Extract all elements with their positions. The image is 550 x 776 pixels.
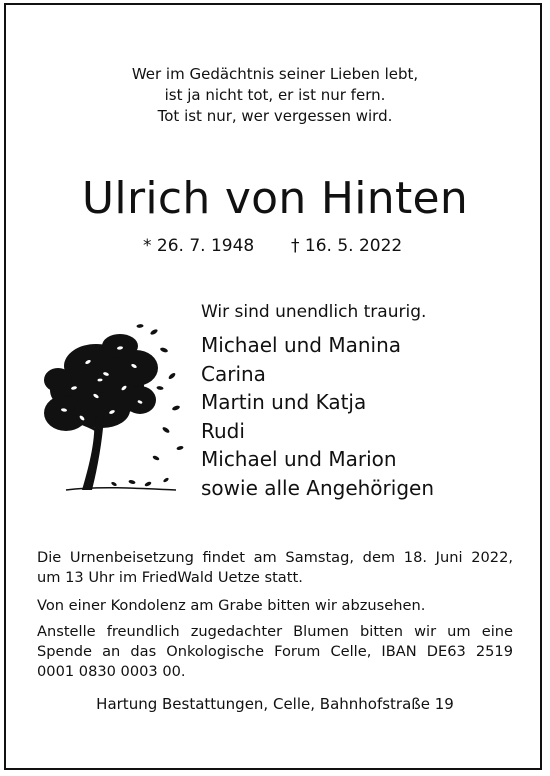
- donation-line: Spende an das Onkologische Forum Celle, IBAN DE63 2519: [37, 643, 513, 660]
- funeral-home: Hartung Bestattungen, Celle, Bahnhofstraße 19: [96, 695, 454, 713]
- windblown-tree-icon: [36, 318, 188, 500]
- burial-line: Die Urnenbeisetzung findet am Samstag, dem 18. Juni 2022,: [37, 549, 513, 566]
- birth-date: * 26. 7. 1948: [143, 236, 255, 256]
- death-date: † 16. 5. 2022: [291, 236, 403, 256]
- donation-request: [37, 622, 513, 682]
- mourner-name: Rudi: [201, 418, 245, 443]
- donation-line: Anstelle freundlich zugedachter Blumen bitten wir um eine: [37, 623, 513, 640]
- mourner-name: Michael und Manina: [201, 333, 402, 357]
- mourners-list: [201, 300, 434, 502]
- mourner-name: Carina: [201, 361, 266, 386]
- memorial-poem: [0, 64, 550, 127]
- mourner-name: Martin und Katja: [201, 390, 367, 414]
- deceased-name: Ulrich von Hinten: [81, 173, 469, 224]
- poem-line: Tot ist nur, wer vergessen wird.: [157, 107, 393, 125]
- mourner-name: Michael und Marion: [201, 447, 397, 471]
- mourner-name: sowie alle Angehörigen: [201, 475, 434, 500]
- poem-line: ist ja nicht tot, er ist nur fern.: [164, 86, 386, 104]
- mourning-statement: Wir sind unendlich traurig.: [201, 302, 427, 322]
- poem-line: Wer im Gedächtnis seiner Lieben lebt,: [131, 65, 419, 83]
- burial-line: um 13 Uhr im FriedWald Uetze statt.: [37, 569, 303, 586]
- donation-line: 0001 0830 0003 00.: [37, 663, 186, 680]
- burial-info: [37, 548, 513, 588]
- condolence-note: Von einer Kondolenz am Grabe bitten wir abzusehen.: [37, 597, 426, 614]
